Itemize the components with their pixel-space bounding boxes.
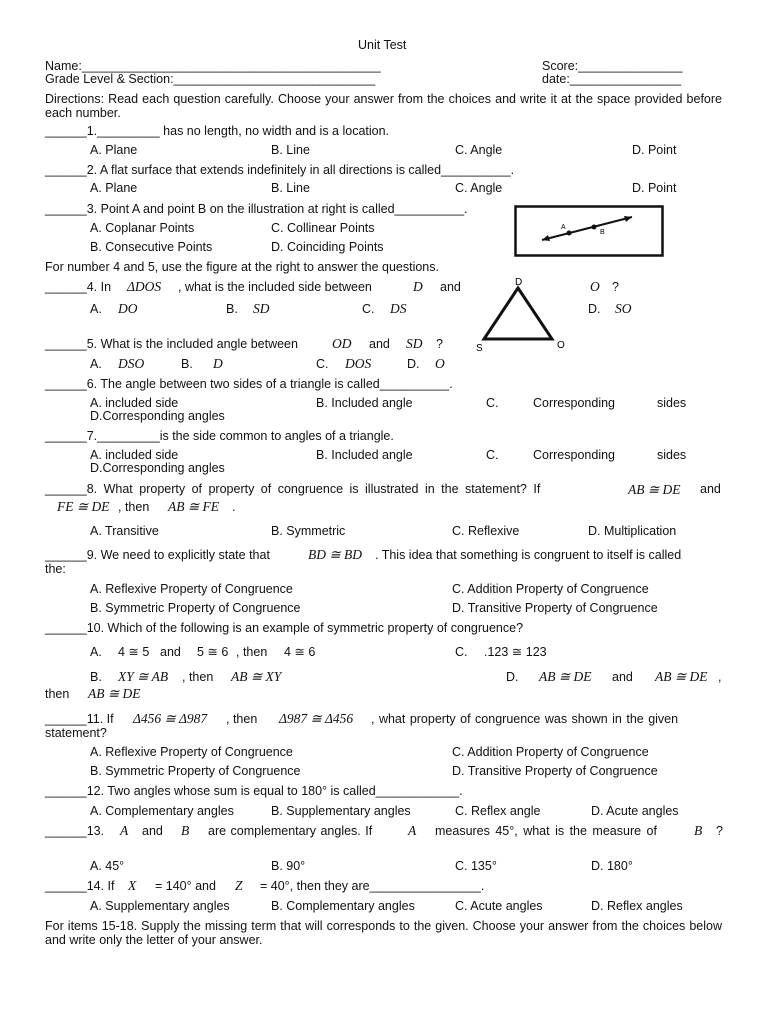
q5-choice-a-letter: A. [90,357,102,371]
q7-choice-c-word: Corresponding [533,448,615,462]
q1-stem: ______1._________ has no length, no width and is a location. [45,124,390,138]
q4-choice-c-value: DS [390,301,407,316]
q6-choice-d: D.Corresponding angles [90,409,225,423]
q2-stem: ______2. A flat surface that extends indefinitely in all directions is called__________. [45,163,515,177]
q14-angle-z: Z [235,878,243,893]
q4-prefix: ______4. In [45,280,112,294]
q3-choice-a: A. Coplanar Points [90,221,195,235]
q10-choice-a-and: and [160,645,181,659]
q9-choice-a: A. Reflexive Property of Congruence [90,582,293,596]
instruction-15-18: For items 15-18. Supply the missing term that will corresponds to the given. Choose your answer from the choices below and write only the letter of your answer. [45,919,722,947]
q8-stem: ______8. What property of property of congruence is illustrated in the statement? If [45,482,541,496]
date-field[interactable]: date:________________ [542,72,682,86]
q8-statement-1: AB ≅ DE [628,482,681,497]
q13-angle-4: B [694,823,703,838]
q13-mid: are complementary angles. If [208,824,373,838]
q9-statement: BD ≅ BD [308,547,363,562]
q11-choice-a: A. Reflexive Property of Congruence [90,745,293,759]
q2-choice-b: B. Line [271,181,310,195]
q9-suffix: . This idea that something is congruent to itself is called [375,548,682,562]
triangle-dos-figure [472,274,572,356]
q5-choice-d-letter: D. [407,357,420,371]
q4-choice-a-value: DO [118,301,138,316]
q8-statement-3: AB ≅ FE [168,499,220,514]
q1-choice-d: D. Point [632,143,677,157]
point-a-label: A [561,224,566,231]
q13-choice-b: B. 90° [271,859,306,873]
q10-choice-d-then: then [45,687,70,701]
collinear-points-figure [514,205,664,257]
q12-choice-d: D. Acute angles [591,804,679,818]
q4-choice-d-letter: D. [588,302,601,316]
q6-choice-c-word2: sides [657,396,687,410]
q4-choice-d-value: SO [615,301,632,316]
q2-choice-a: A. Plane [90,181,138,195]
q1-choice-b: B. Line [271,143,310,157]
q14-measure-1: = 140° and [155,879,216,893]
q1-choice-c: C. Angle [455,143,503,157]
q10-choice-d-and: and [612,670,633,684]
q5-choice-c-letter: C. [316,357,329,371]
q8-choice-b: B. Symmetric [271,524,346,538]
q12-choice-a: A. Complementary angles [90,804,234,818]
q4-choice-b-value: SD [253,301,270,316]
q8-choice-d: D. Multiplication [588,524,677,538]
q10-choice-a-part3: 4 ≅ 6 [284,645,316,659]
q5-choice-d-value: O [435,356,445,371]
q13-choice-c: C. 135° [455,859,497,873]
q10-choice-a-then: , then [236,645,268,659]
q2-choice-c: C. Angle [455,181,503,195]
q13-question-mark: ? [716,824,723,838]
grade-section-field[interactable]: Grade Level & Section:_____________________________ [45,72,376,86]
q14-choice-c: C. Acute angles [455,899,543,913]
vertex-s-label: S [476,343,483,354]
q14-prefix: ______14. If [45,879,115,893]
instruction-4-5: For number 4 and 5, use the figure at the right to answer the questions. [45,260,439,274]
q14-angle-x: X [128,878,137,893]
q14-choice-b: B. Complementary angles [271,899,415,913]
q13-choice-d: D. 180° [591,859,633,873]
q12-choice-b: B. Supplementary angles [271,804,411,818]
q13-and: and [142,824,163,838]
q10-choice-a-part1: 4 ≅ 5 [118,645,150,659]
q3-choice-b: B. Consecutive Points [90,240,213,254]
q8-then: , then [118,500,150,514]
q10-choice-c-value: .123 ≅ 123 [484,645,547,659]
q9-choice-c: C. Addition Property of Congruence [452,582,649,596]
q11-suffix: , what property of congruence was shown in the given [371,712,679,726]
vertex-d-label: D [515,277,523,288]
q3-choice-d: D. Coinciding Points [271,240,384,254]
q3-choice-c: C. Collinear Points [271,221,375,235]
name-field[interactable]: Name:___________________________________________ [45,59,381,73]
q4-question-mark: ? [612,280,619,294]
q11-choice-c: C. Addition Property of Congruence [452,745,649,759]
q8-period: . [232,500,236,514]
q3-stem: ______3. Point A and point B on the illustration at right is called__________. [45,202,468,216]
q10-choice-d-part3: AB ≅ DE [88,686,141,701]
q13-mid2: measures 45°, what is the measure of [435,824,657,838]
q9-choice-b: B. Symmetric Property of Congruence [90,601,301,615]
q6-choice-c-letter: C. [486,396,499,410]
vertex-o-label: O [557,340,565,351]
directions: Directions: Read each question carefully. Choose your answer from the choices and write it at the space provided before each number. [45,92,722,120]
q10-choice-d-part1: AB ≅ DE [539,669,592,684]
q8-statement-2: FE ≅ DE [57,499,110,514]
q14-measure-2: = 40°, then they are________________. [260,879,485,893]
q5-choice-a-value: DSO [118,356,145,371]
q5-choice-b-letter: B. [181,357,193,371]
q5-question-mark: ? [436,337,443,351]
q4-vertex-1: D [413,279,423,294]
q7-choice-b: B. Included angle [316,448,413,462]
q11-statement-1: Δ456 ≅ Δ987 [133,711,208,726]
q14-choice-d: D. Reflex angles [591,899,683,913]
q11-choice-b: B. Symmetric Property of Congruence [90,764,301,778]
q7-choice-c-word2: sides [657,448,687,462]
q5-and: and [369,337,390,351]
q13-prefix: ______13. [45,824,105,838]
q10-choice-c-letter: C. [455,645,468,659]
q10-choice-b-part1: XY ≅ AB [118,669,169,684]
q8-choice-a: A. Transitive [90,524,159,538]
q6-choice-b: B. Included angle [316,396,413,410]
q11-statement-2: Δ987 ≅ Δ456 [279,711,354,726]
q11-continuation: statement? [45,726,107,740]
q5-prefix: ______5. What is the included angle between [45,337,298,351]
q5-choice-b-value: D [213,356,223,371]
q7-choice-c-letter: C. [486,448,499,462]
q7-stem: ______7._________is the side common to angles of a triangle. [45,429,394,443]
q13-angle-2: B [181,823,190,838]
q13-choice-a: A. 45° [90,859,125,873]
q4-vertex-2: O [590,279,600,294]
q11-choice-d: D. Transitive Property of Congruence [452,764,658,778]
q7-choice-d: D.Corresponding angles [90,461,225,475]
q5-choice-c-value: DOS [345,356,372,371]
q5-side-2: SD [406,336,423,351]
score-field[interactable]: Score:_______________ [542,59,683,73]
q5-side-1: OD [332,336,352,351]
q7-choice-a: A. included side [90,448,179,462]
q13-angle-1: A [120,823,129,838]
q1-choice-a: A. Plane [90,143,138,157]
q9-prefix: ______9. We need to explicitly state that [45,548,270,562]
q13-angle-3: A [408,823,417,838]
q8-choice-c: C. Reflexive [452,524,520,538]
q10-choice-a-letter: A. [90,645,102,659]
q14-choice-a: A. Supplementary angles [90,899,230,913]
q10-choice-b-then: , then [182,670,214,684]
q4-mid: , what is the included side between [178,280,372,294]
q4-choice-b-letter: B. [226,302,238,316]
q4-choice-c-letter: C. [362,302,375,316]
q11-then: , then [226,712,258,726]
q8-and: and [700,482,721,496]
q6-choice-a: A. included side [90,396,179,410]
q2-choice-d: D. Point [632,181,677,195]
q12-stem: ______12. Two angles whose sum is equal to 180° is called____________. [45,784,463,798]
q10-choice-d-comma: , [718,670,722,684]
q9-continuation: the: [45,562,66,576]
q11-prefix: ______11. If [45,712,114,726]
q10-choice-b-part2: AB ≅ XY [231,669,282,684]
q12-choice-c: C. Reflex angle [455,804,541,818]
q10-choice-b-letter: B. [90,670,102,684]
point-b-label: B [600,229,605,236]
q10-choice-a-part2: 5 ≅ 6 [197,645,229,659]
q6-stem: ______6. The angle between two sides of a triangle is called__________. [45,377,453,391]
page-title: Unit Test [358,38,407,52]
q4-choice-a-letter: A. [90,302,102,316]
q4-triangle: ΔDOS [127,279,162,294]
q10-stem: ______10. Which of the following is an example of symmetric property of congruence? [45,621,524,635]
q4-and: and [440,280,461,294]
q9-choice-d: D. Transitive Property of Congruence [452,601,658,615]
q10-choice-d-letter: D. [506,670,519,684]
q6-choice-c-word: Corresponding [533,396,615,410]
q10-choice-d-part2: AB ≅ DE [655,669,708,684]
